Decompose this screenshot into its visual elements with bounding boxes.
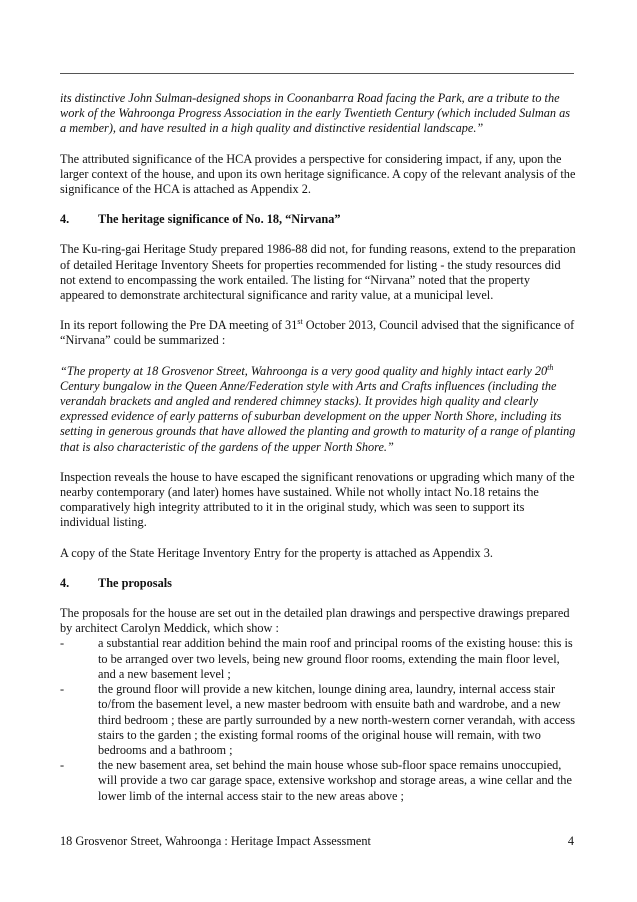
footer-title: 18 Grosvenor Street, Wahroonga : Heritage Impact Assessment: [60, 834, 371, 848]
list-item: [60, 758, 576, 804]
council-report-paragraph: In its report following the Pre DA meeting of 31st October 2013, Council advised that the significance of “Nirvana” could be summarized :: [60, 317, 575, 348]
section-number: 4.: [60, 212, 70, 227]
list-item-text: a substantial rear addition behind the main roof and principal rooms of the existing house: this is to be arranged over two levels, being new ground floor rooms, extending the main floor level, and a new basement level ;: [98, 636, 573, 681]
section-number: 4.: [60, 575, 70, 590]
section-heading-proposals: [60, 576, 576, 591]
list-item-text: the new basement area, set behind the main house whose sub-floor space remains unoccupied, will provide a two car garage space, extensive workshop and storage areas, a wine cellar and the lower limb of the internal access stair to the new areas above ;: [98, 758, 572, 803]
significance-quote: “The property at 18 Grosvenor Street, Wahroonga is a very good quality and highly intact early 20th Century bungalow in the Queen Anne/Federation style with Arts and Crafts influences (including the verandah brackets and angled and rendered chimney stacks). It provides high quality and clearly expressed evidence of early patterns of suburban development on the upper North Shore, including its setting in generous grounds that have allowed the planting and growth to maturity of a range of planting that is also characteristic of the gardens of the upper North Shore.”: [60, 362, 576, 454]
heritage-study-paragraph: The Ku-ring-gai Heritage Study prepared 1986-88 did not, for funding reasons, extend to the preparation of detailed Heritage Inventory Sheets for properties recommended for listing - the study resources did not extend to encompassing the work entailed. The listing for “Nirvana” noted that the property appeared to demonstrate architectural significance and rarity value, at a municipal level.: [60, 242, 576, 303]
opening-quote-continuation: its distinctive John Sulman-designed shops in Coonanbarra Road facing the Park, are a tribute to the work of the Wahroonga Progress Association in the early Twentieth Century (which included Sulman as a member), and have resulted in a high quality and distinctive residential landscape.”: [60, 91, 571, 136]
list-dash: -: [60, 636, 65, 651]
page-number: 4: [567, 834, 574, 848]
list-dash: -: [60, 758, 65, 773]
hca-paragraph: The attributed significance of the HCA provides a perspective for considering impact, if any, upon the larger context of the house, and upon its own heritage significance. A copy of the relevant analysis of the significance of the HCA is attached as Appendix 2.: [60, 151, 576, 197]
proposals-paragraph: The proposals for the house are set out in the detailed plan drawings and perspective drawings prepared by architect Carolyn Meddick, which show :: [60, 606, 570, 636]
section-title: The heritage significance of No. 18, “Nirvana”: [98, 212, 341, 227]
list-dash: -: [60, 682, 65, 697]
section-title: The proposals: [98, 575, 172, 590]
inspection-paragraph: Inspection reveals the house to have escaped the significant renovations or upgrading which many of the nearby contemporary (and later) homes have sustained. While not wholly intact No.18 retains the comparatively high integrity attributed to it in the original study, which was seen to support its individual listing.: [60, 469, 575, 530]
page-footer: [60, 834, 574, 849]
section-heading-significance: [60, 212, 576, 227]
list-item-text: the ground floor will provide a new kitchen, lounge dining area, laundry, internal access stair to/from the basement level, a new master bedroom with ensuite bath and wardrobe, and a new third bedroom ; these are partly surrounded by a new north-western corner verandah, with access stairs to the garden ; the existing formal rooms of the original house will remain, with two bedrooms and a bathroom ;: [98, 682, 576, 757]
page-body: [60, 91, 576, 804]
list-item: [60, 682, 576, 758]
header-rule: [60, 73, 574, 74]
list-item: [60, 636, 576, 682]
appendix3-paragraph: A copy of the State Heritage Inventory Entry for the property is attached as Appendix 3.: [60, 545, 493, 560]
proposal-list: [60, 636, 576, 803]
